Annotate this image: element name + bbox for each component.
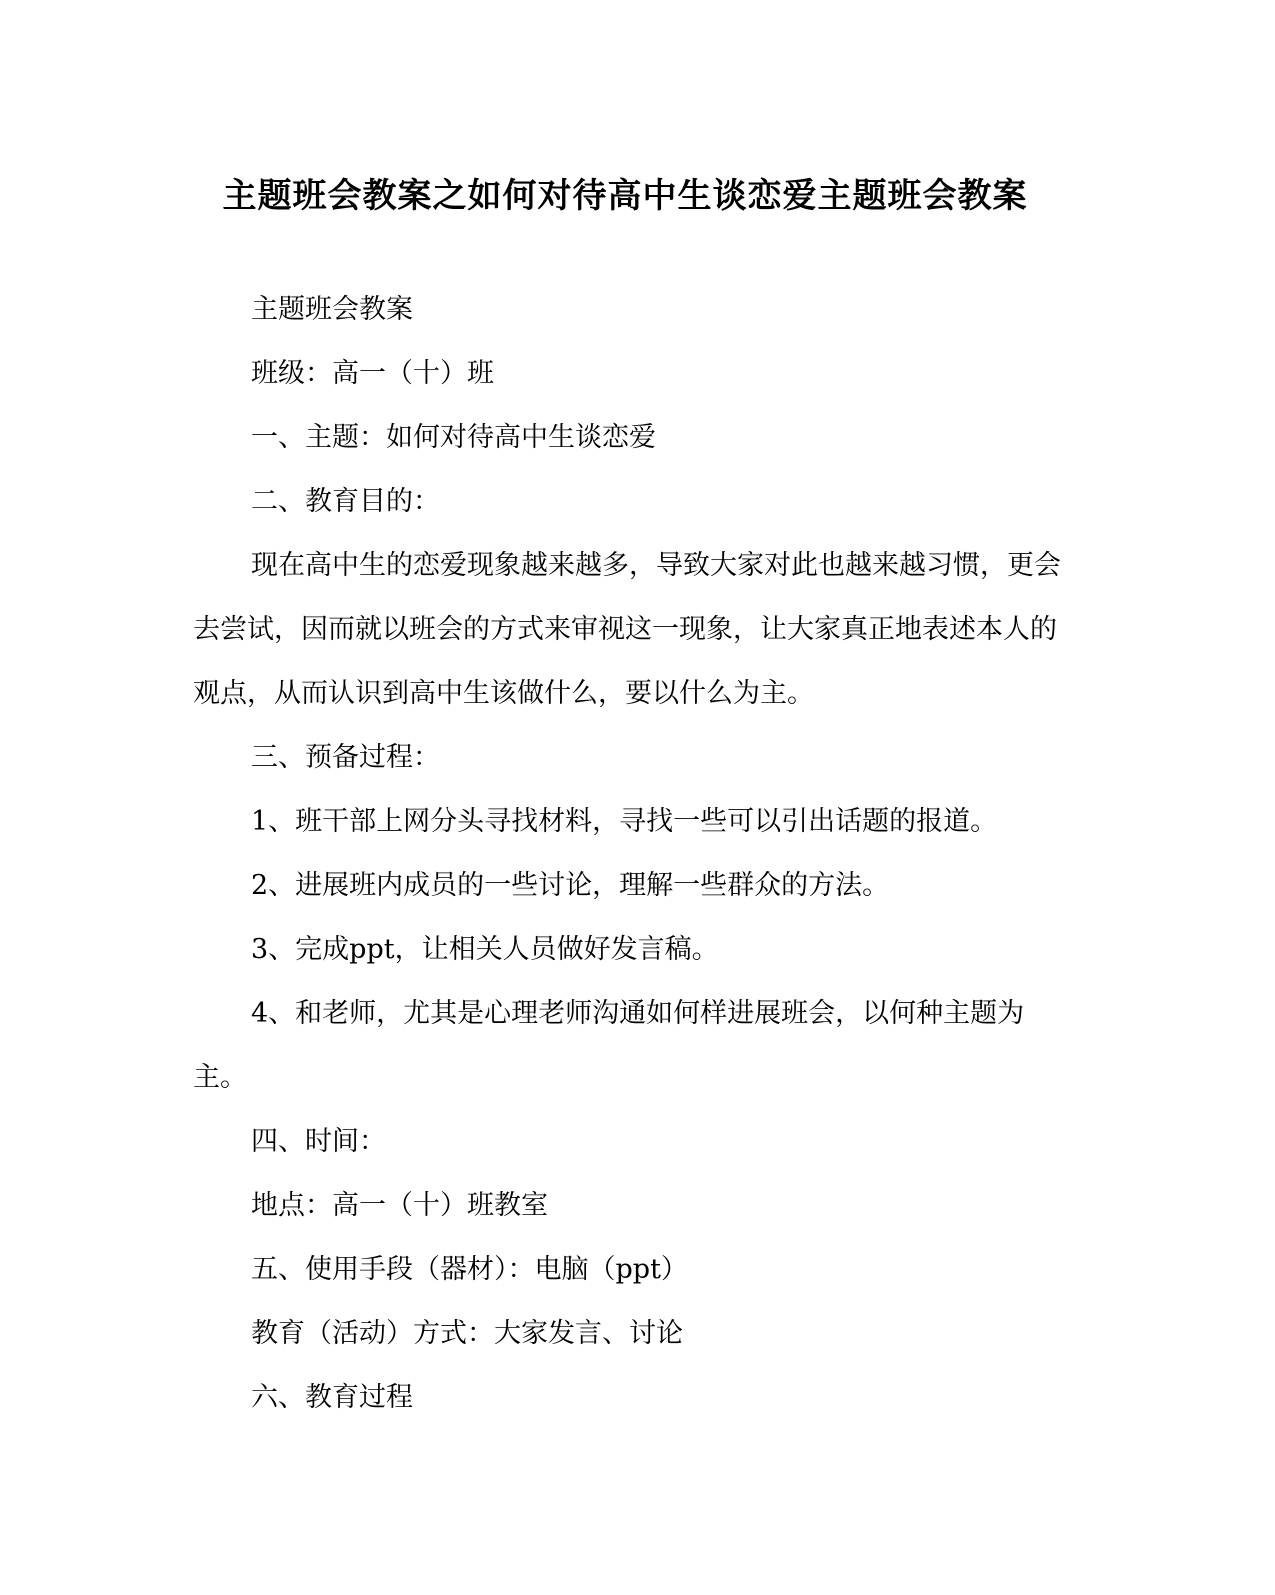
document-body	[193, 278, 1073, 1430]
paragraph-time: 四、时间：	[251, 1126, 386, 1157]
paragraph-topic: 一、主题：如何对待高中生谈恋爱	[251, 422, 656, 453]
paragraph-purpose-text: 现在高中生的恋爱现象越来越多，导致大家对此也越来越习惯，更会去尝试，因而就以班会的方式来审视这一现象，让大家真正地表述本人的观点，从而认识到高中生该做什么，要以什么为主。	[193, 550, 1061, 709]
paragraph-preparation-2: 2、进展班内成员的一些讨论，理解一些群众的方法。	[251, 870, 890, 901]
paragraph-method: 教育（活动）方式：大家发言、讨论	[251, 1318, 683, 1349]
paragraph-purpose-heading: 二、教育目的：	[251, 486, 440, 517]
paragraph-equipment: 五、使用手段（器材）：电脑（ppt）	[251, 1254, 688, 1285]
paragraph-heading: 主题班会教案	[251, 294, 413, 325]
paragraph-class: 班级：高一（十）班	[251, 358, 494, 389]
paragraph-preparation-1: 1、班干部上网分头寻找材料，寻找一些可以引出话题的报道。	[251, 806, 998, 837]
paragraph-preparation-3: 3、完成ppt，让相关人员做好发言稿。	[251, 934, 719, 965]
document-title: 主题班会教案之如何对待高中生谈恋爱主题班会教案	[222, 176, 1028, 216]
paragraph-process-heading: 六、教育过程	[251, 1382, 413, 1413]
paragraph-location: 地点：高一（十）班教室	[251, 1190, 548, 1221]
paragraph-preparation-4: 4、和老师，尤其是心理老师沟通如何样进展班会，以何种主题为主。	[193, 998, 1025, 1093]
paragraph-preparation-heading: 三、预备过程：	[251, 742, 440, 773]
